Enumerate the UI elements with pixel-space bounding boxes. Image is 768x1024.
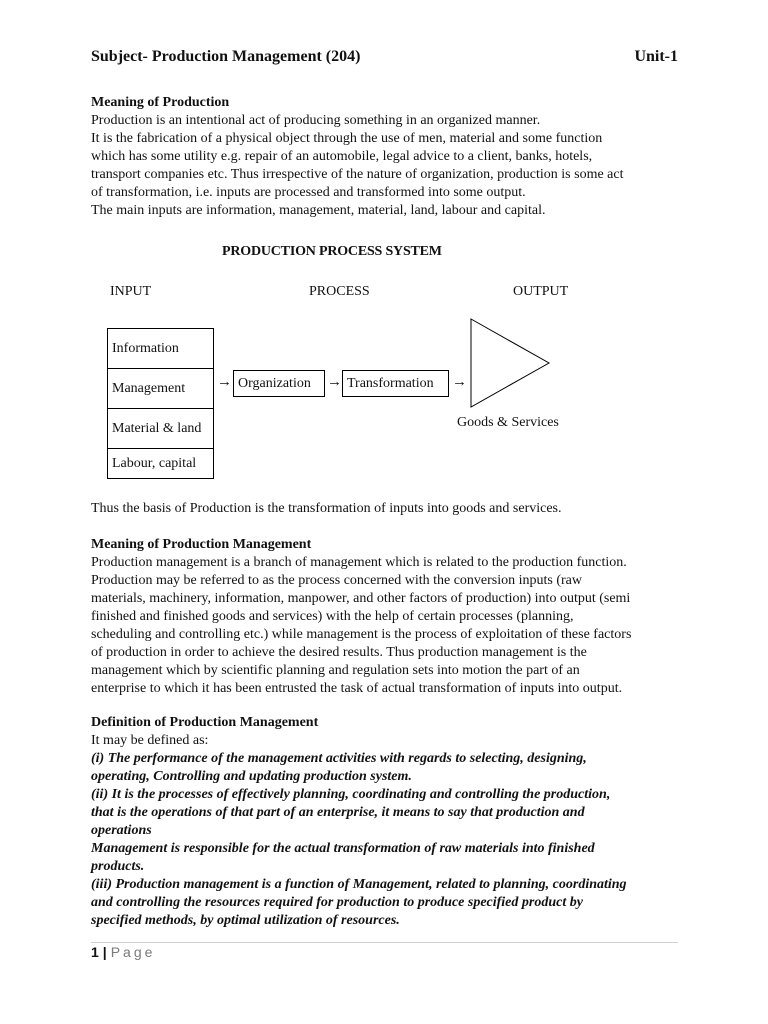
paragraph-line: transport companies etc. Thus irrespective of the nature of organization, production is some act	[91, 167, 624, 182]
page-footer	[91, 944, 155, 960]
definition-line: operations	[91, 823, 152, 838]
summary-line: Thus the basis of Production is the transformation of inputs into goods and services.	[91, 501, 562, 516]
definition-line: specified methods, by optimal utilization of resources.	[91, 913, 400, 928]
input-box-management	[107, 368, 214, 409]
section-title: Meaning of Production Management	[91, 537, 312, 552]
section-meaning-of-production-management	[91, 536, 691, 698]
subject-title: Subject- Production Management (204)	[91, 48, 361, 65]
paragraph-line: enterprise to which it has been entrusted the task of actual transformation of inputs into output.	[91, 681, 623, 696]
input-box-label: Material & land	[112, 420, 202, 436]
definition-line: Management is responsible for the actual transformation of raw materials into finished	[91, 841, 595, 856]
diagram-title: PRODUCTION PROCESS SYSTEM	[222, 244, 442, 259]
definition-line: and controlling the resources required for production to produce specified product by	[91, 895, 583, 910]
section-title: Definition of Production Management	[91, 715, 319, 730]
input-box-label: Labour, capital	[112, 455, 197, 471]
output-goods-services: Goods & Services	[457, 415, 559, 430]
footer-divider	[91, 942, 678, 943]
paragraph-line: finished and finished goods and services) with the help of certain processes (planning,	[91, 609, 574, 624]
definition-line: products.	[91, 859, 145, 874]
paragraph-line: management which by scientific planning and regulation sets into motion the part of an	[91, 663, 580, 678]
paragraph-line: which has some utility e.g. repair of an automobile, legal advice to a client, banks, hotels,	[91, 149, 593, 164]
paragraph-line: Production may be referred to as the process concerned with the conversion inputs (raw	[91, 573, 583, 588]
paragraph-line: It may be defined as:	[91, 733, 209, 748]
page-number: 1	[91, 944, 99, 960]
paragraph-line: It is the fabrication of a physical object through the use of men, material and some function	[91, 131, 603, 146]
page-word: Page	[110, 944, 156, 960]
definition-line: (ii) It is the processes of effectively planning, coordinating and controlling the production,	[91, 787, 611, 802]
output-label: OUTPUT	[513, 284, 569, 299]
process-box-transformation	[342, 370, 449, 397]
paragraph-line: The main inputs are information, management, material, land, labour and capital.	[91, 203, 546, 218]
arrow-right-icon: →	[327, 374, 342, 390]
paragraph-line: scheduling and controlling etc.) while management is the process of exploitation of these factors	[91, 627, 632, 642]
process-box-organization	[233, 370, 325, 397]
output-triangle-icon	[470, 318, 552, 410]
input-label: INPUT	[110, 284, 152, 299]
paragraph-line: of production in order to achieve the desired results. Thus production management is the	[91, 645, 587, 660]
input-box-label: Management	[112, 380, 186, 396]
paragraph-line: Production is an intentional act of producing something in an organized manner.	[91, 113, 541, 128]
definition-line: (iii) Production management is a function of Management, related to planning, coordinating	[91, 877, 627, 892]
paragraph-line: Production management is a branch of management which is related to the production function.	[91, 555, 627, 570]
paragraph-line: materials, machinery, information, manpower, and other factors of production) into output (semi	[91, 591, 631, 606]
input-box-label: Information	[112, 340, 179, 356]
arrow-right-icon: →	[217, 374, 232, 390]
process-box-label: Transformation	[347, 375, 434, 391]
input-box-information	[107, 328, 214, 369]
definition-line: operating, Controlling and updating production system.	[91, 769, 412, 784]
section-title: Meaning of Production	[91, 95, 230, 110]
section-meaning-of-production	[91, 94, 691, 220]
footer-separator: |	[102, 944, 107, 960]
arrow-right-icon: →	[452, 374, 467, 390]
definition-line: (i) The performance of the management activities with regards to selecting, designing,	[91, 751, 587, 766]
process-label: PROCESS	[309, 284, 370, 299]
input-box-material-land	[107, 408, 214, 449]
input-box-labour-capital	[107, 448, 214, 479]
process-box-label: Organization	[238, 375, 311, 391]
definition-line: that is the operations of that part of an enterprise, it means to say that production and	[91, 805, 585, 820]
document-header	[91, 48, 678, 66]
section-definition-of-production-management	[91, 714, 691, 930]
unit-label: Unit-1	[634, 48, 678, 65]
paragraph-line: of transformation, i.e. inputs are processed and transformed into some output.	[91, 185, 526, 200]
